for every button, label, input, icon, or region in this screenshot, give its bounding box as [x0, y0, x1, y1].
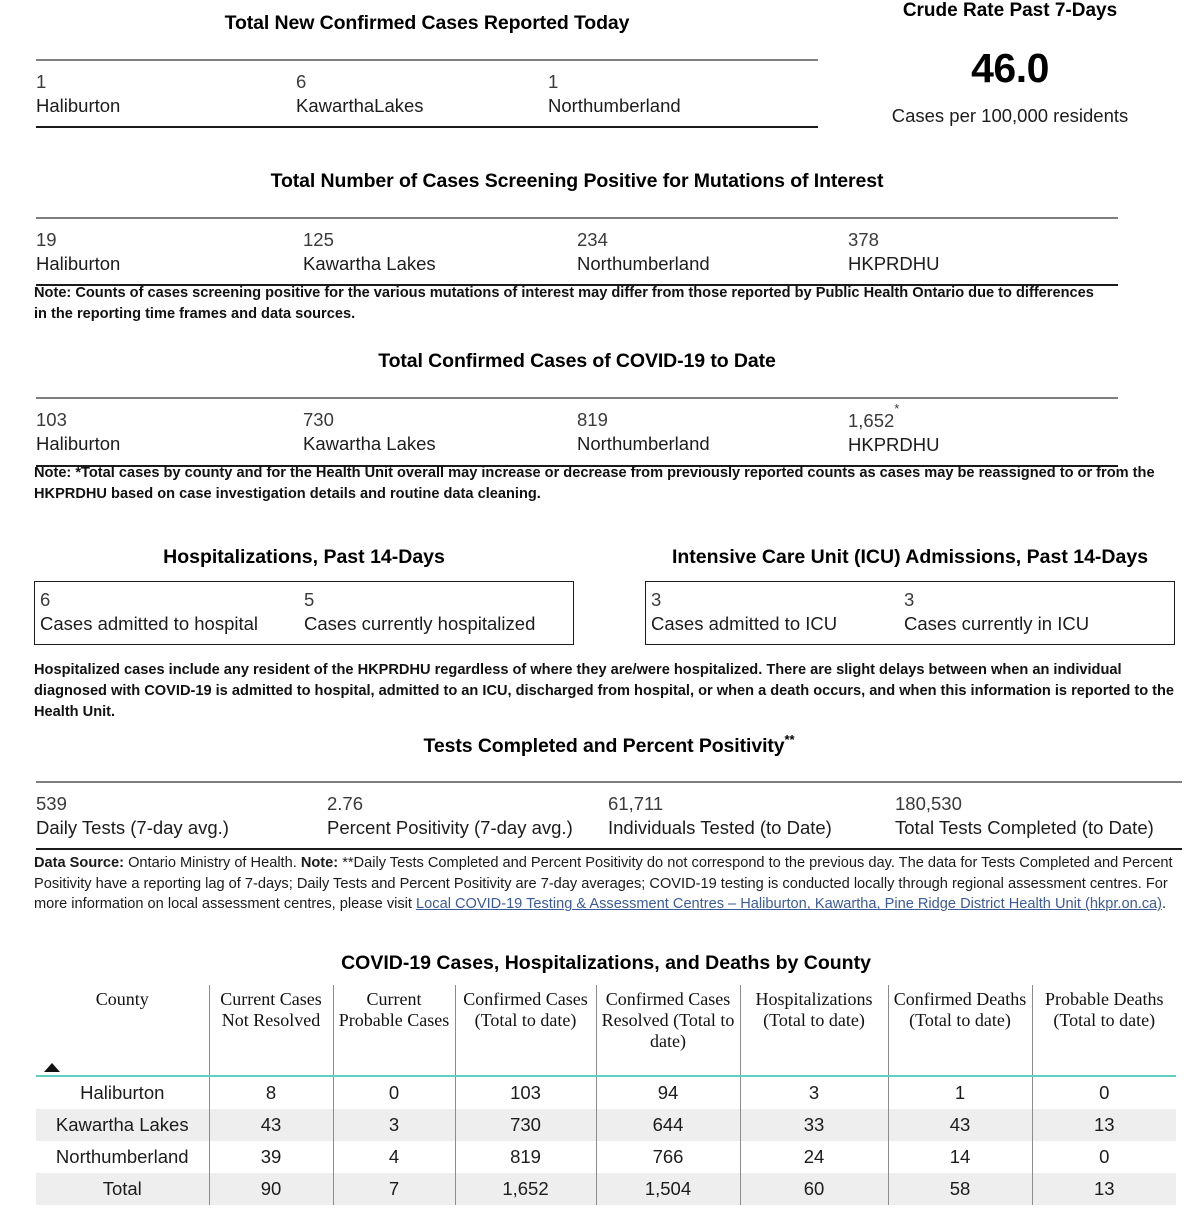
crude-rate-subtitle: Cases per 100,000 residents: [891, 105, 1129, 126]
metric-cases-currently-in-icu: [904, 588, 1159, 636]
cell-current-cases-not-resolved: 43: [209, 1109, 333, 1141]
section-title-total-cases: Total Confirmed Cases of COVID-19 to Date: [378, 350, 776, 372]
metric-value: 539: [36, 793, 67, 814]
cell-probable-deaths-total: 13: [1032, 1109, 1176, 1141]
metric-total-kawartha-lakes: [303, 408, 577, 456]
metric-mutations-hkprdhu: [848, 228, 1118, 276]
section-title-icu: Intensive Care Unit (ICU) Admissions, Past 14-Days: [671, 546, 1149, 568]
column-header-confirmed-cases-resolved[interactable]: Confirmed Cases Resolved (Total to date): [596, 985, 740, 1076]
metric-new-cases-northumberland: [548, 70, 818, 118]
section-title-tests-text: Tests Completed and Percent Positivity: [423, 735, 785, 757]
section-title-mutations: Total Number of Cases Screening Positive for Mutations of Interest: [270, 170, 884, 192]
metric-total-haliburton: [36, 408, 303, 456]
metric-label: KawarthaLakes: [296, 94, 424, 116]
table-row[interactable]: [36, 1141, 1176, 1173]
cell-confirmed-cases-total: 730: [455, 1109, 596, 1141]
cell-confirmed-cases-total: 103: [455, 1076, 596, 1109]
cell-hospitalizations-total: 33: [740, 1109, 888, 1141]
metric-mutations-kawartha-lakes: [303, 228, 577, 276]
table-row[interactable]: [36, 1109, 1176, 1141]
data-source-text-3: .: [1162, 896, 1167, 913]
metric-value: 5: [304, 589, 315, 610]
cell-confirmed-deaths-total: 14: [888, 1141, 1032, 1173]
metric-label: Cases currently in ICU: [904, 612, 1090, 634]
cell-probable-deaths-total: 13: [1032, 1173, 1176, 1205]
section-title-new-cases: Total New Confirmed Cases Reported Today: [224, 12, 630, 34]
divider-bottom: [36, 848, 1182, 850]
cell-confirmed-cases-resolved: 766: [596, 1141, 740, 1173]
metric-label: Haliburton: [36, 94, 121, 116]
metric-value: 125: [303, 229, 334, 250]
column-header-confirmed-cases-total[interactable]: Confirmed Cases (Total to date): [455, 985, 596, 1076]
cell-county: Haliburton: [36, 1076, 209, 1109]
metric-label: Kawartha Lakes: [303, 252, 436, 274]
cell-confirmed-cases-resolved: 644: [596, 1109, 740, 1141]
section-mutations-of-interest: [36, 170, 1118, 286]
metric-value: [848, 400, 1118, 433]
metric-value: 19: [36, 229, 57, 250]
county-data-table: [36, 985, 1176, 1205]
cell-current-probable-cases: 3: [333, 1109, 455, 1141]
column-header-probable-deaths-total[interactable]: Probable Deaths (Total to date): [1032, 985, 1176, 1076]
metric-value: 234: [577, 229, 608, 250]
metric-label: Kawartha Lakes: [303, 432, 436, 454]
data-source-text-1: Ontario Ministry of Health.: [124, 855, 301, 871]
total-cases-note: Note: *Total cases by county and for the Health Unit overall may increase or decrease from previously reported counts as cases may be reassigned to or from the HKPRDHU based on case investigation details and routine data cleaning.: [34, 465, 1155, 503]
cell-confirmed-cases-resolved: 94: [596, 1076, 740, 1109]
metric-label: Cases currently hospitalized: [304, 612, 536, 634]
cell-county: Kawartha Lakes: [36, 1109, 209, 1141]
column-header-confirmed-deaths-total[interactable]: Confirmed Deaths (Total to date): [888, 985, 1032, 1076]
metric-value: 819: [577, 409, 608, 430]
data-source-label: Data Source:: [34, 855, 125, 871]
metric-cases-admitted-to-hospital: [40, 588, 304, 636]
column-header-hospitalizations-total[interactable]: Hospitalizations (Total to date): [740, 985, 888, 1076]
cell-current-cases-not-resolved: 39: [209, 1141, 333, 1173]
crude-rate-title: Crude Rate Past 7-Days: [902, 0, 1118, 21]
data-source-note: [34, 853, 1179, 915]
county-table-header-row: [36, 985, 1176, 1076]
metric-value: 1: [548, 71, 559, 92]
metric-value: 6: [40, 589, 51, 610]
section-icu-admissions-14-days: [645, 546, 1175, 645]
icu-box: [645, 581, 1175, 645]
cell-county: Northumberland: [36, 1141, 209, 1173]
metric-label: Cases admitted to hospital: [40, 612, 259, 634]
county-table-title: COVID-19 Cases, Hospitalizations, and Deaths by County: [341, 952, 871, 974]
section-county-table: [36, 952, 1176, 1205]
metric-label: Haliburton: [36, 252, 121, 274]
mutations-metric-row: [36, 219, 1118, 284]
section-title-tests: [36, 732, 1182, 758]
metric-individuals-tested: [608, 792, 895, 840]
cell-hospitalizations-total: 24: [740, 1141, 888, 1173]
data-source-text-2: **Daily Tests Completed and Percent Positivity do not correspond to the previous day. The data for Tests Completed and Percent Positivity have a reporting lag of 7-days; Daily Tests and Percent Positivity are 7-day averages; COVID-19 testing is conducted locally through regional assessment centres. For more information on local assessment centres, please visit: [34, 855, 1173, 913]
metric-label: Percent Positivity (7-day avg.): [327, 816, 573, 838]
crude-rate-value: 46.0: [971, 45, 1049, 91]
metric-label: HKPRDHU: [848, 252, 940, 274]
metric-total-tests-completed: [895, 792, 1182, 840]
metric-total-hkprdhu: [848, 400, 1118, 457]
cell-confirmed-cases-total: 1,652: [455, 1173, 596, 1205]
metric-mutations-haliburton: [36, 228, 303, 276]
section-total-confirmed-cases: [36, 350, 1118, 467]
metric-daily-tests: [36, 792, 327, 840]
metric-cases-admitted-to-icu: [651, 588, 904, 636]
cell-confirmed-deaths-total: 43: [888, 1109, 1032, 1141]
crude-rate-card: [860, 0, 1160, 127]
metric-value: 1: [36, 71, 47, 92]
metric-label: Northumberland: [548, 94, 681, 116]
footnote-marker-double-asterisk: **: [784, 732, 795, 748]
metric-value: 6: [296, 71, 307, 92]
assessment-centres-link[interactable]: Local COVID-19 Testing & Assessment Centres – Haliburton, Kawartha, Pine Ridge District Health Unit (hkpr.on.ca): [416, 896, 1163, 913]
hospitalization-note: Hospitalized cases include any resident of the HKPRDHU regardless of where they are/were hospitalized. There are slight delays between when an individual diagnosed with COVID-19 is admitted to hospital, admitted to an ICU, discharged from hospital, or when a death occurs, and when this information is reported to the Health Unit.: [34, 662, 1175, 721]
metric-new-cases-kawarthalakes: [296, 70, 548, 118]
metric-cases-currently-hospitalized: [304, 588, 568, 636]
cell-probable-deaths-total: 0: [1099, 1145, 1110, 1167]
cell-hospitalizations-total: 3: [740, 1076, 888, 1109]
metric-label: HKPRDHU: [848, 433, 940, 455]
metric-percent-positivity: [327, 792, 608, 840]
total-cases-metric-row: [36, 399, 1118, 465]
cell-current-probable-cases: 7: [333, 1173, 455, 1205]
metric-value: 3: [904, 589, 915, 610]
hospitalizations-box: [34, 581, 574, 645]
footnote-marker-asterisk: *: [894, 400, 900, 416]
cell-current-probable-cases: 0: [333, 1076, 455, 1109]
cell-confirmed-cases-resolved: 1,504: [596, 1173, 740, 1205]
metric-value-text: 1,652: [848, 410, 895, 432]
section-new-confirmed-cases: [36, 12, 818, 128]
cell-confirmed-deaths-total: 1: [888, 1076, 1032, 1109]
metric-label: Daily Tests (7-day avg.): [36, 816, 229, 838]
cell-current-cases-not-resolved: 8: [209, 1076, 333, 1109]
table-row-total[interactable]: [36, 1173, 1176, 1205]
note-label: Note:: [300, 855, 339, 871]
column-header-current-cases-not-resolved[interactable]: Current Cases Not Resolved: [209, 985, 333, 1076]
metric-label: Northumberland: [577, 432, 710, 454]
cell-confirmed-cases-total: 819: [455, 1141, 596, 1173]
section-title-hospitalizations: Hospitalizations, Past 14-Days: [163, 546, 445, 568]
column-header-current-probable-cases[interactable]: Current Probable Cases: [333, 985, 455, 1076]
metric-label: Individuals Tested (to Date): [608, 816, 832, 838]
cell-confirmed-deaths-total: 58: [888, 1173, 1032, 1205]
metric-value: 2.76: [327, 793, 364, 814]
metric-value: 180,530: [895, 793, 962, 814]
metric-value: 378: [848, 229, 879, 250]
metric-label: Northumberland: [577, 252, 710, 274]
cell-probable-deaths-total: 0: [1099, 1081, 1110, 1103]
column-header-county[interactable]: [36, 985, 209, 1076]
metric-value: 103: [36, 409, 67, 430]
tests-metric-row: [36, 783, 1182, 848]
metric-label: Cases admitted to ICU: [651, 612, 838, 634]
new-cases-metric-row: [36, 61, 818, 126]
mutations-note: Note: Counts of cases screening positive for the various mutations of interest may differ from those reported by Public Health Ontario due to differences in the reporting time frames and data sources.: [34, 285, 1094, 323]
section-hospitalizations-14-days: [34, 546, 574, 645]
metric-value: 730: [303, 409, 334, 430]
county-table-head: [36, 985, 1176, 1076]
cell-current-probable-cases: 4: [333, 1141, 455, 1173]
metric-value: 61,711: [608, 793, 664, 814]
cell-county: Total: [36, 1173, 209, 1205]
metric-label: Total Tests Completed (to Date): [895, 816, 1154, 838]
cell-hospitalizations-total: 60: [740, 1173, 888, 1205]
metric-label: Haliburton: [36, 432, 121, 454]
section-tests-and-positivity: [36, 732, 1182, 850]
metric-total-northumberland: [577, 408, 848, 456]
metric-mutations-northumberland: [577, 228, 848, 276]
column-header-label: County: [95, 989, 149, 1009]
metric-value: 3: [651, 589, 662, 610]
metric-new-cases-haliburton: [36, 70, 296, 118]
divider-bottom: [36, 126, 818, 128]
county-table-body: [36, 1076, 1176, 1206]
sort-ascending-icon[interactable]: [44, 1063, 60, 1072]
cell-current-cases-not-resolved: 90: [209, 1173, 333, 1205]
table-row[interactable]: [36, 1076, 1176, 1109]
